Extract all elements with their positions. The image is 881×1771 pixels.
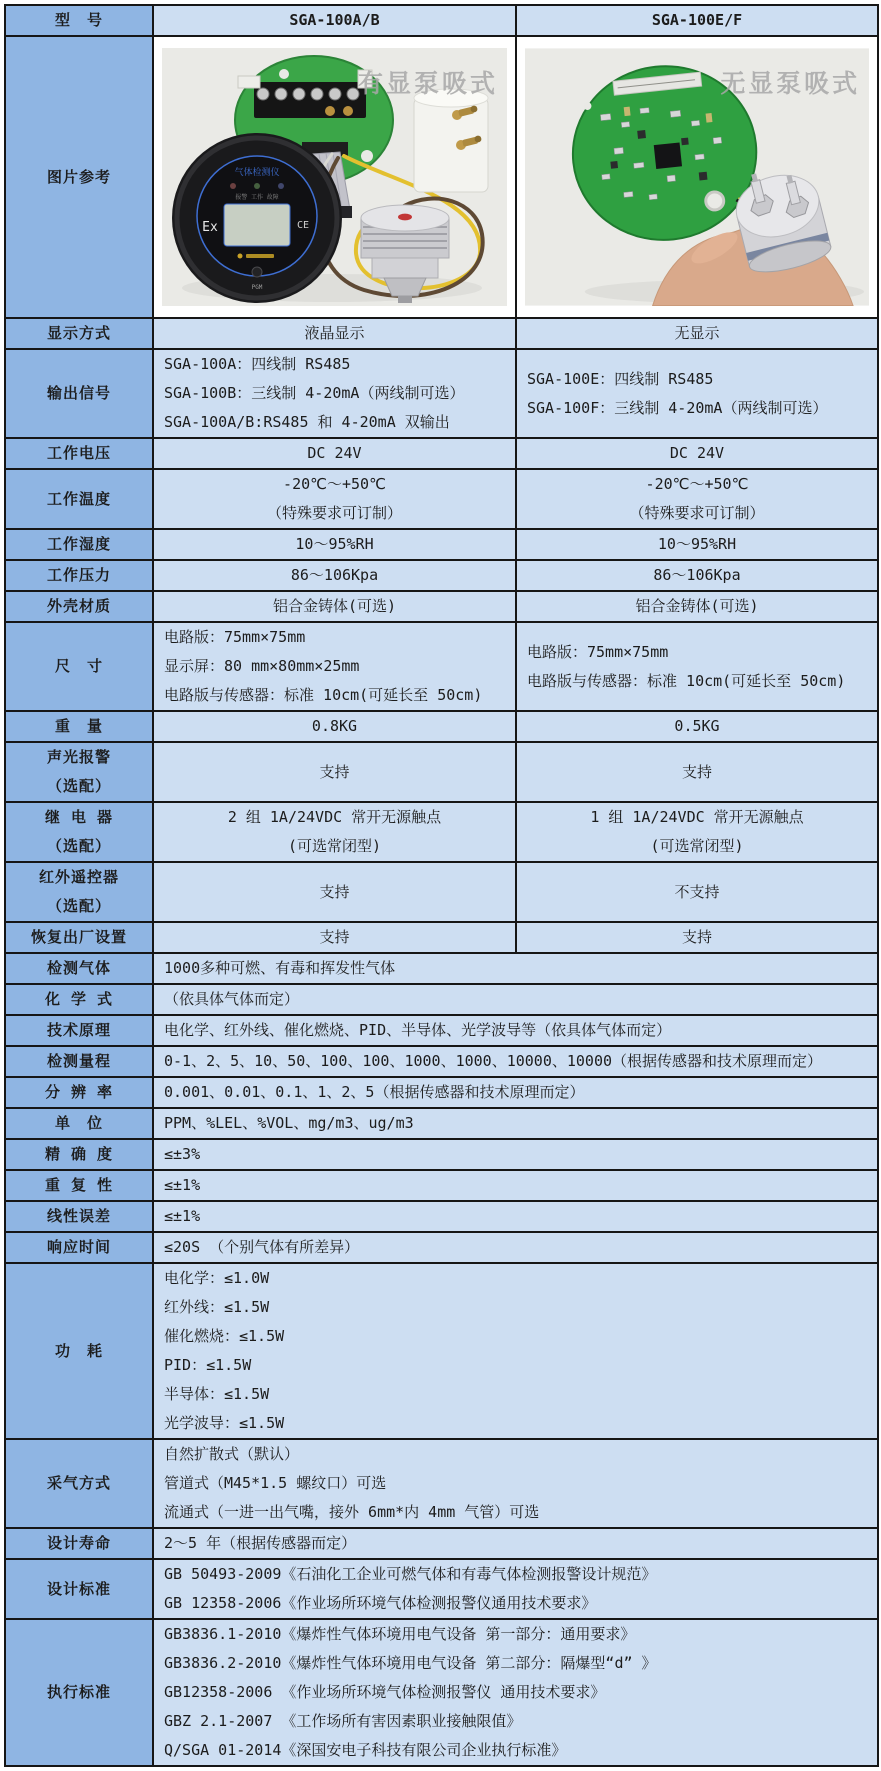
spec-row-dimensions — [5, 622, 878, 711]
cell-line: （依具体气体而定） — [164, 990, 300, 1008]
spec-row-working-pressure — [5, 560, 878, 591]
spec-row-gas-sampling — [5, 1439, 878, 1528]
cell-line: -20℃～+50℃ — [645, 475, 749, 493]
row-label-line: 声光报警 — [46, 748, 111, 766]
cell-line: PID：≤1.5W — [164, 1356, 252, 1374]
cell-detectable-gas-span — [153, 953, 878, 984]
row-label-line: 外壳材质 — [46, 597, 111, 615]
cell-line: 铝合金铸体(可选) — [272, 597, 397, 615]
watermark-b: 无显泵吸式 — [720, 69, 861, 99]
cell-line: 流通式（一进一出气嘴，接外 6mm*内 4mm 气管）可选 — [164, 1503, 540, 1521]
row-label-relay — [5, 802, 153, 862]
cell-working-temperature-model-b — [516, 469, 878, 529]
row-label-line: 显示方式 — [46, 324, 111, 342]
row-label-line: 尺 寸 — [54, 657, 103, 675]
row-label-line: 检测气体 — [46, 959, 111, 977]
spec-row-execution-standard — [5, 1619, 878, 1766]
cell-line: (可选常闭型) — [287, 837, 382, 855]
image-reference-row — [5, 36, 878, 318]
cell-gas-sampling-span — [153, 1439, 878, 1528]
row-label-detection-range — [5, 1046, 153, 1077]
cell-line: 电路版与传感器：标准 10cm(可延长至 50cm) — [527, 671, 846, 690]
cell-linearity-error-span — [153, 1201, 878, 1232]
product-photo-b — [525, 48, 869, 306]
cell-response-time-span — [153, 1232, 878, 1263]
row-label-line: 检测量程 — [46, 1052, 111, 1070]
row-label-line: 化 学 式 — [44, 990, 114, 1008]
cell-execution-standard-span — [153, 1619, 878, 1766]
row-label-technical-principle — [5, 1015, 153, 1046]
spec-row-accuracy — [5, 1139, 878, 1170]
row-label-line: （选配） — [46, 777, 111, 795]
cell-working-pressure-model-b — [516, 560, 878, 591]
cell-line: SGA-100A：四线制 RS485 — [164, 355, 351, 373]
row-label-line: 工作湿度 — [46, 535, 111, 553]
cell-line: -20℃～+50℃ — [283, 475, 386, 493]
row-label-line: 线性误差 — [46, 1207, 111, 1225]
row-label-line: 响应时间 — [46, 1238, 111, 1256]
row-label-ir-remote — [5, 862, 153, 922]
spec-row-detectable-gas — [5, 953, 878, 984]
cell-detection-range-span — [153, 1046, 878, 1077]
row-label-linearity-error — [5, 1201, 153, 1232]
cell-line: 半导体：≤1.5W — [164, 1385, 270, 1403]
row-label-line: 设计寿命 — [46, 1534, 111, 1552]
cell-line: GB 12358-2006《作业场所环境气体检测报警仪通用技术要求》 — [164, 1594, 597, 1612]
cell-technical-principle-span — [153, 1015, 878, 1046]
cell-working-pressure-model-a — [153, 560, 516, 591]
cell-line: 红外线：≤1.5W — [164, 1298, 270, 1316]
row-label-display-mode — [5, 318, 153, 349]
cell-line: 不支持 — [674, 882, 720, 901]
pump-module-illustration — [414, 89, 488, 192]
cell-working-humidity-model-b — [516, 529, 878, 560]
header-row — [5, 5, 878, 36]
row-label-line: 执行标准 — [46, 1683, 111, 1701]
row-label-working-voltage — [5, 438, 153, 469]
spec-row-relay — [5, 802, 878, 862]
cell-design-standard-span — [153, 1559, 878, 1619]
row-label-working-humidity — [5, 529, 153, 560]
watermark-a: 有显泵吸式 — [357, 69, 498, 98]
cell-weight-model-a — [153, 711, 516, 742]
row-label-shell-material — [5, 591, 153, 622]
spec-row-repeatability — [5, 1170, 878, 1201]
cell-line: 支持 — [319, 928, 350, 946]
cell-display-mode-model-a — [153, 318, 516, 349]
row-label-working-pressure — [5, 560, 153, 591]
cell-line: 86～106Kpa — [653, 566, 741, 584]
cell-line: 催化燃烧：≤1.5W — [164, 1327, 285, 1345]
cell-sound-light-alarm-model-a — [153, 742, 516, 802]
cell-line: 0.8KG — [311, 717, 358, 735]
cell-line: 10～95%RH — [657, 535, 737, 553]
cell-line: （特殊要求可订制） — [266, 504, 402, 522]
row-label-chemical-formula — [5, 984, 153, 1015]
spec-table — [4, 4, 879, 1767]
spec-row-factory-reset — [5, 922, 878, 953]
spec-row-design-standard — [5, 1559, 878, 1619]
spec-row-detection-range — [5, 1046, 878, 1077]
cell-line: 2～5 年（根据传感器而定） — [164, 1534, 357, 1552]
row-label-line: 恢复出厂设置 — [30, 928, 127, 946]
row-label-accuracy — [5, 1139, 153, 1170]
cell-output-signal-model-a — [153, 349, 516, 438]
cell-line: DC 24V — [669, 444, 725, 462]
cell-sound-light-alarm-model-b — [516, 742, 878, 802]
row-label-line: 工作电压 — [46, 444, 111, 462]
model-b-header: SGA-100E/F — [516, 5, 878, 36]
cell-line: GB 50493-2009《石油化工企业可燃气体和有毒气体检测报警设计规范》 — [164, 1565, 657, 1583]
cell-line: 1 组 1A/24VDC 常开无源触点 — [590, 808, 804, 826]
detector-brand-text: 气体检测仪 — [234, 168, 280, 178]
row-label-sound-light-alarm — [5, 742, 153, 802]
spec-row-working-humidity — [5, 529, 878, 560]
spec-row-working-voltage — [5, 438, 878, 469]
photo-cell-b — [516, 36, 878, 318]
cell-working-voltage-model-a — [153, 438, 516, 469]
row-label-design-life — [5, 1528, 153, 1559]
spec-row-output-signal — [5, 349, 878, 438]
spec-row-shell-material — [5, 591, 878, 622]
row-label-line: 单 位 — [54, 1114, 103, 1132]
spec-row-power-consumption — [5, 1263, 878, 1439]
row-label-output-signal — [5, 349, 153, 438]
cell-line: 显示屏：80 mm×80mm×25mm — [164, 657, 360, 675]
row-label-line: 继 电 器 — [44, 808, 114, 826]
cell-line: 管道式（M45*1.5 螺纹口）可选 — [164, 1474, 387, 1492]
cell-line: 1000多种可燃、有毒和挥发性气体 — [164, 959, 396, 977]
cell-line: GB3836.1-2010《爆炸性气体环境用电气设备 第一部分：通用要求》 — [164, 1625, 636, 1643]
row-label-detectable-gas — [5, 953, 153, 984]
cell-line: （特殊要求可订制） — [629, 504, 765, 522]
product-photo-a — [162, 48, 507, 306]
cell-accuracy-span — [153, 1139, 878, 1170]
model-header-label: 型 号 — [5, 5, 153, 36]
row-label-line: 设计标准 — [46, 1579, 111, 1598]
spec-sheet — [0, 4, 881, 1767]
cell-line: 电化学：≤1.0W — [164, 1269, 270, 1287]
cell-working-voltage-model-b — [516, 438, 878, 469]
cell-shell-material-model-a — [153, 591, 516, 622]
spec-row-display-mode — [5, 318, 878, 349]
row-label-line: 重 复 性 — [44, 1176, 114, 1194]
cell-line: SGA-100F：三线制 4-20mA（两线制可选） — [527, 398, 828, 417]
row-label-design-standard — [5, 1559, 153, 1619]
spec-row-resolution — [5, 1077, 878, 1108]
cell-dimensions-model-b — [516, 622, 878, 711]
cell-line: ≤±3% — [164, 1145, 201, 1163]
cell-line: 电化学、红外线、催化燃烧、PID、半导体、光学波导等（依具体气体而定） — [164, 1021, 672, 1039]
cell-unit-span — [153, 1108, 878, 1139]
cell-line: GB12358-2006 《作业场所环境气体检测报警仪 通用技术要求》 — [164, 1683, 606, 1701]
photo-cell-a — [153, 36, 516, 318]
cell-line: 铝合金铸体(可选) — [635, 597, 759, 615]
row-label-resolution — [5, 1077, 153, 1108]
row-label-repeatability — [5, 1170, 153, 1201]
cell-working-humidity-model-a — [153, 529, 516, 560]
cell-line: 0-1、2、5、10、50、100、100、1000、1000、10000、10000（根据传感器和技术原理而定） — [164, 1052, 823, 1070]
cell-line: 电路版：75mm×75mm — [164, 628, 306, 646]
cell-line: 0.001、0.01、0.1、1、2、5（根据传感器和技术原理而定） — [164, 1083, 585, 1101]
row-label-response-time — [5, 1232, 153, 1263]
cell-working-temperature-model-a — [153, 469, 516, 529]
cell-line: ≤±1% — [164, 1207, 201, 1225]
spec-row-weight — [5, 711, 878, 742]
spec-row-response-time — [5, 1232, 878, 1263]
cell-line: 光学波导：≤1.5W — [164, 1414, 285, 1432]
row-label-line: （选配） — [46, 897, 111, 915]
model-a-header: SGA-100A/B — [153, 5, 516, 36]
ce-mark: CE — [296, 220, 310, 231]
row-label-line: 采气方式 — [46, 1474, 111, 1492]
cell-display-mode-model-b — [516, 318, 878, 349]
cell-line: 自然扩散式（默认） — [164, 1445, 300, 1463]
cell-line: 支持 — [319, 762, 350, 781]
row-label-line: 红外遥控器 — [38, 868, 119, 886]
row-label-power-consumption — [5, 1263, 153, 1439]
row-label-line: 精 确 度 — [44, 1145, 114, 1163]
row-label-line: 工作压力 — [46, 566, 111, 584]
cell-line: DC 24V — [307, 444, 362, 462]
cell-line: SGA-100B：三线制 4-20mA（两线制可选） — [164, 384, 465, 402]
cell-line: 支持 — [681, 928, 712, 946]
cell-design-life-span — [153, 1528, 878, 1559]
row-label-weight — [5, 711, 153, 742]
cell-line: 电路版与传感器：标准 10cm(可延长至 50cm) — [164, 686, 483, 704]
gas-detector-illustration — [172, 133, 342, 303]
cell-dimensions-model-a — [153, 622, 516, 711]
cell-factory-reset-model-b — [516, 922, 878, 953]
cell-output-signal-model-b — [516, 349, 878, 438]
cell-ir-remote-model-a — [153, 862, 516, 922]
spec-row-technical-principle — [5, 1015, 878, 1046]
spec-row-ir-remote — [5, 862, 878, 922]
cell-weight-model-b — [516, 711, 878, 742]
ex-mark: Ex — [202, 220, 218, 235]
cell-line: Q/SGA 01-2014《深国安电子科技有限公司企业执行标准》 — [164, 1741, 567, 1759]
pgm-label: PGM — [251, 284, 263, 291]
spec-row-sound-light-alarm — [5, 742, 878, 802]
row-label-line: 重 量 — [54, 717, 103, 735]
spec-row-unit — [5, 1108, 878, 1139]
row-label-line: 技术原理 — [46, 1021, 111, 1039]
row-label-working-temperature — [5, 469, 153, 529]
cell-power-consumption-span — [153, 1263, 878, 1439]
spec-row-working-temperature — [5, 469, 878, 529]
row-label-line: 工作温度 — [46, 489, 111, 508]
cell-ir-remote-model-b — [516, 862, 878, 922]
row-label-unit — [5, 1108, 153, 1139]
row-label-line: （选配） — [46, 837, 111, 855]
cell-line: 10～95%RH — [295, 535, 374, 553]
cell-relay-model-a — [153, 802, 516, 862]
cell-line: 无显示 — [674, 324, 720, 342]
cell-factory-reset-model-a — [153, 922, 516, 953]
cell-relay-model-b — [516, 802, 878, 862]
cell-line: SGA-100E：四线制 RS485 — [527, 369, 714, 388]
row-label-gas-sampling — [5, 1439, 153, 1528]
row-label-line: 功 耗 — [54, 1341, 103, 1360]
cell-line: GB3836.2-2010《爆炸性气体环境用电气设备 第二部分：隔爆型“d” 》 — [164, 1654, 657, 1672]
row-label-dimensions — [5, 622, 153, 711]
cell-line: 支持 — [681, 762, 712, 781]
cell-line: ≤±1% — [164, 1176, 201, 1194]
row-label-line: 输出信号 — [46, 384, 111, 402]
row-label-factory-reset — [5, 922, 153, 953]
cell-line: PPM、%LEL、%VOL、mg/m3、ug/m3 — [164, 1114, 414, 1132]
spec-row-design-life — [5, 1528, 878, 1559]
spec-row-chemical-formula — [5, 984, 878, 1015]
cell-resolution-span — [153, 1077, 878, 1108]
cell-repeatability-span — [153, 1170, 878, 1201]
row-label-execution-standard — [5, 1619, 153, 1766]
row-label-line: 分 辨 率 — [44, 1083, 114, 1101]
cell-line: ≤20S （个别气体有所差异） — [164, 1238, 360, 1256]
spec-row-linearity-error — [5, 1201, 878, 1232]
cell-line: (可选常闭型) — [650, 837, 744, 855]
cell-line: 支持 — [319, 882, 350, 901]
cell-line: GBZ 2.1-2007 《工作场所有害因素职业接触限值》 — [164, 1712, 522, 1730]
cell-line: 0.5KG — [674, 717, 720, 735]
cell-line: SGA-100A/B:RS485 和 4-20mA 双输出 — [164, 413, 450, 431]
cell-line: 电路版：75mm×75mm — [527, 642, 669, 661]
cell-chemical-formula-span — [153, 984, 878, 1015]
cell-line: 液晶显示 — [304, 324, 365, 342]
image-row-label: 图片参考 — [5, 36, 153, 318]
cell-line: 2 组 1A/24VDC 常开无源触点 — [227, 808, 442, 826]
cell-line: 86～106Kpa — [290, 566, 379, 584]
detector-led-labels: 报警 工作 故障 — [235, 194, 279, 201]
cell-shell-material-model-b — [516, 591, 878, 622]
